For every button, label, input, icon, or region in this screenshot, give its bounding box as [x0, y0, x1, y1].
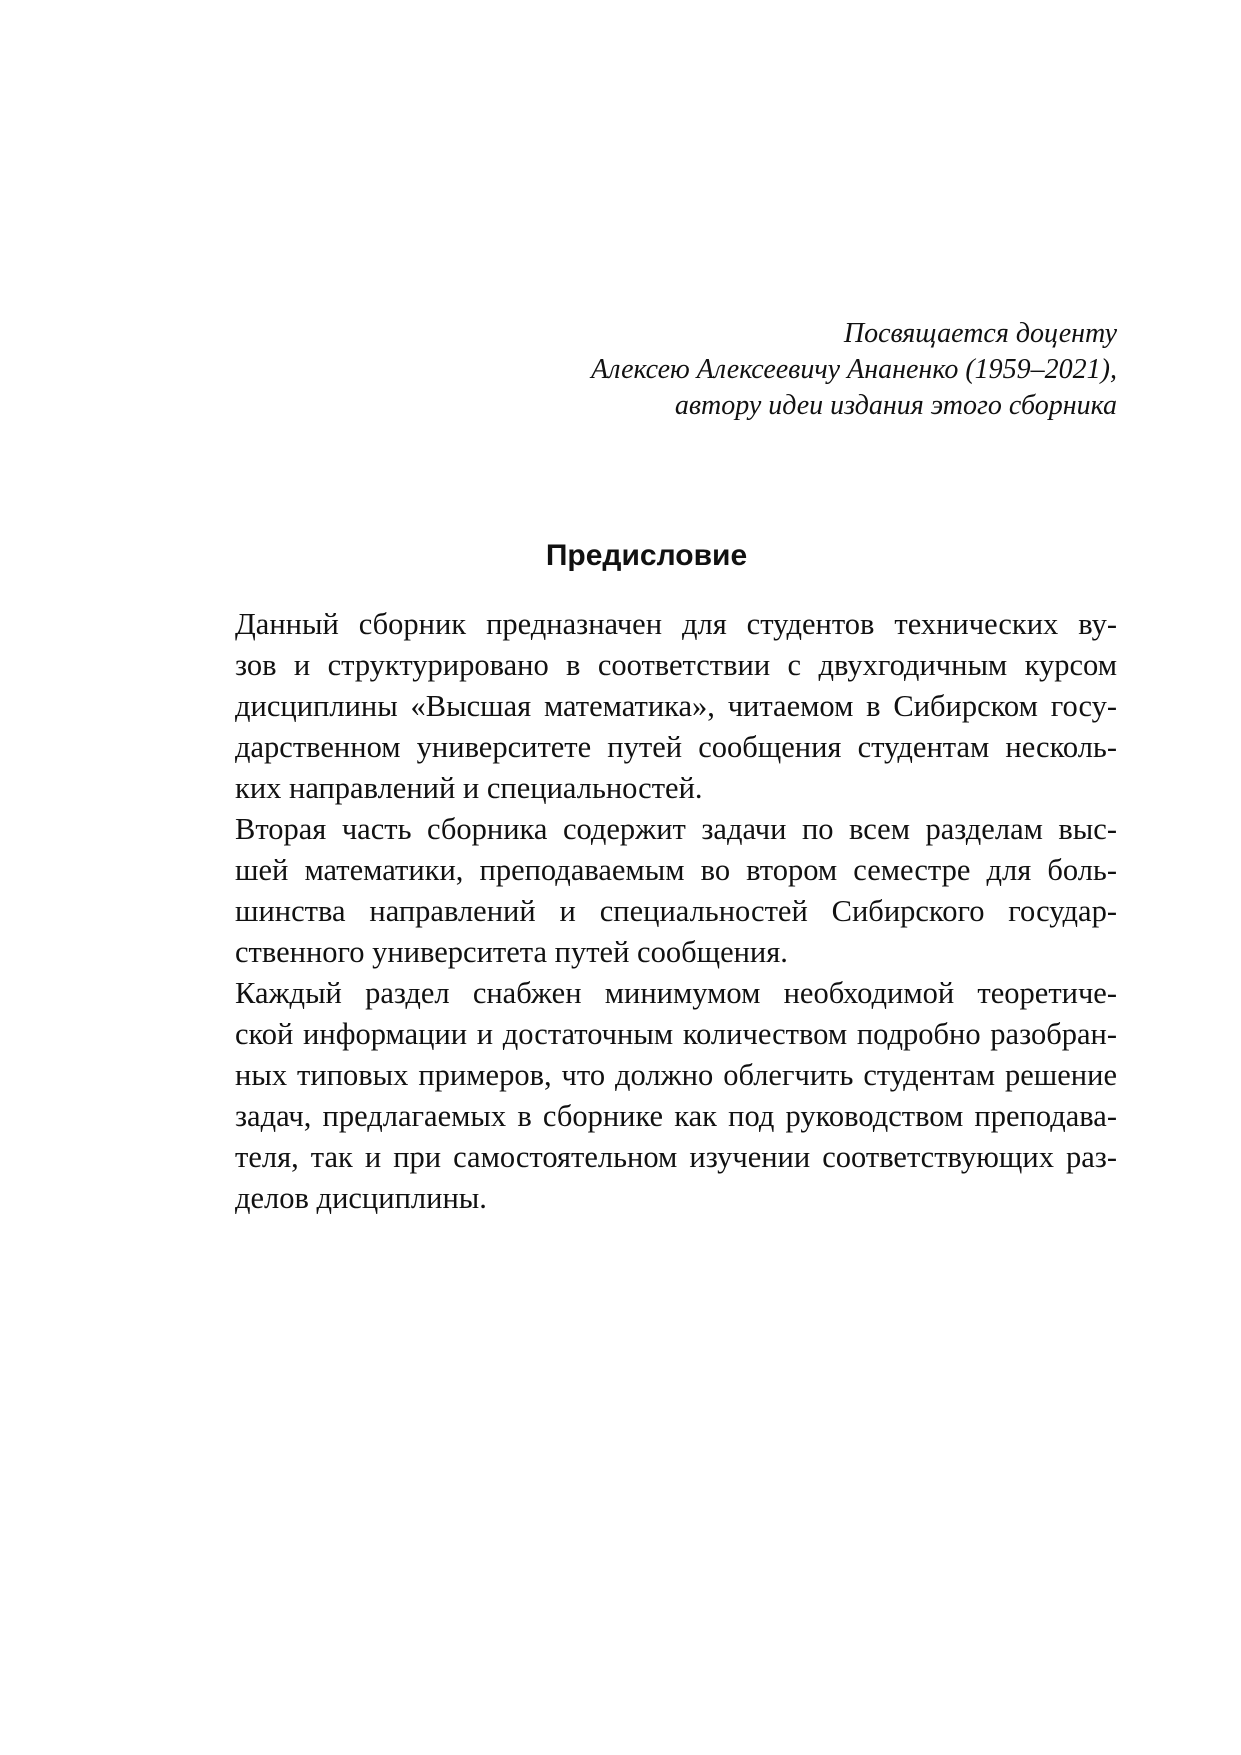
- text-line: ственного университета путей сообщения.: [235, 935, 788, 969]
- dedication-line: Посвящается доценту: [843, 318, 1117, 349]
- text-line: дисциплины «Высшая математика», читаемом в Сибирском госу-: [235, 689, 1117, 723]
- text-line: Вторая часть сборника содержит задачи по всем разделам выс-: [235, 812, 1117, 846]
- text-line: Каждый раздел снабжен минимумом необходимой теоретиче-: [235, 976, 1117, 1010]
- text-line: теля, так и при самостоятельном изучении соответствующих раз-: [235, 1140, 1117, 1174]
- text-line: ких направлений и специальностей.: [235, 771, 703, 805]
- text-line: шинства направлений и специальностей Сибирского государ-: [235, 894, 1117, 928]
- dedication-line: автору идеи издания этого сборника: [674, 390, 1117, 421]
- dedication-line: Алексею Алексеевичу Ананенко (1959–2021),: [591, 354, 1117, 385]
- text-line: дарственном университете путей сообщения студентам несколь-: [235, 730, 1117, 764]
- text-line: задач, предлагаемых в сборнике как под руководством преподава-: [235, 1099, 1117, 1133]
- dedication-epigraph: [417, 316, 1117, 424]
- text-line: ных типовых примеров, что должно облегчить студентам решение: [235, 1058, 1117, 1092]
- preface-paragraph-1: [176, 604, 1117, 809]
- text-line: шей математики, преподаваемым во втором семестре для боль-: [235, 853, 1117, 887]
- text-line: ской информации и достаточным количеством подробно разобран-: [235, 1017, 1117, 1051]
- text-line: Данный сборник предназначен для студентов технических ву-: [235, 607, 1117, 641]
- preface-title: Предисловие: [545, 539, 748, 572]
- text-line: делов дисциплины.: [235, 1181, 487, 1215]
- preface-body: [176, 604, 1117, 1219]
- text-line: зов и структурировано в соответствии с двухгодичным курсом: [235, 648, 1117, 682]
- preface-paragraph-3: [176, 973, 1117, 1219]
- preface-paragraph-2: [176, 809, 1117, 973]
